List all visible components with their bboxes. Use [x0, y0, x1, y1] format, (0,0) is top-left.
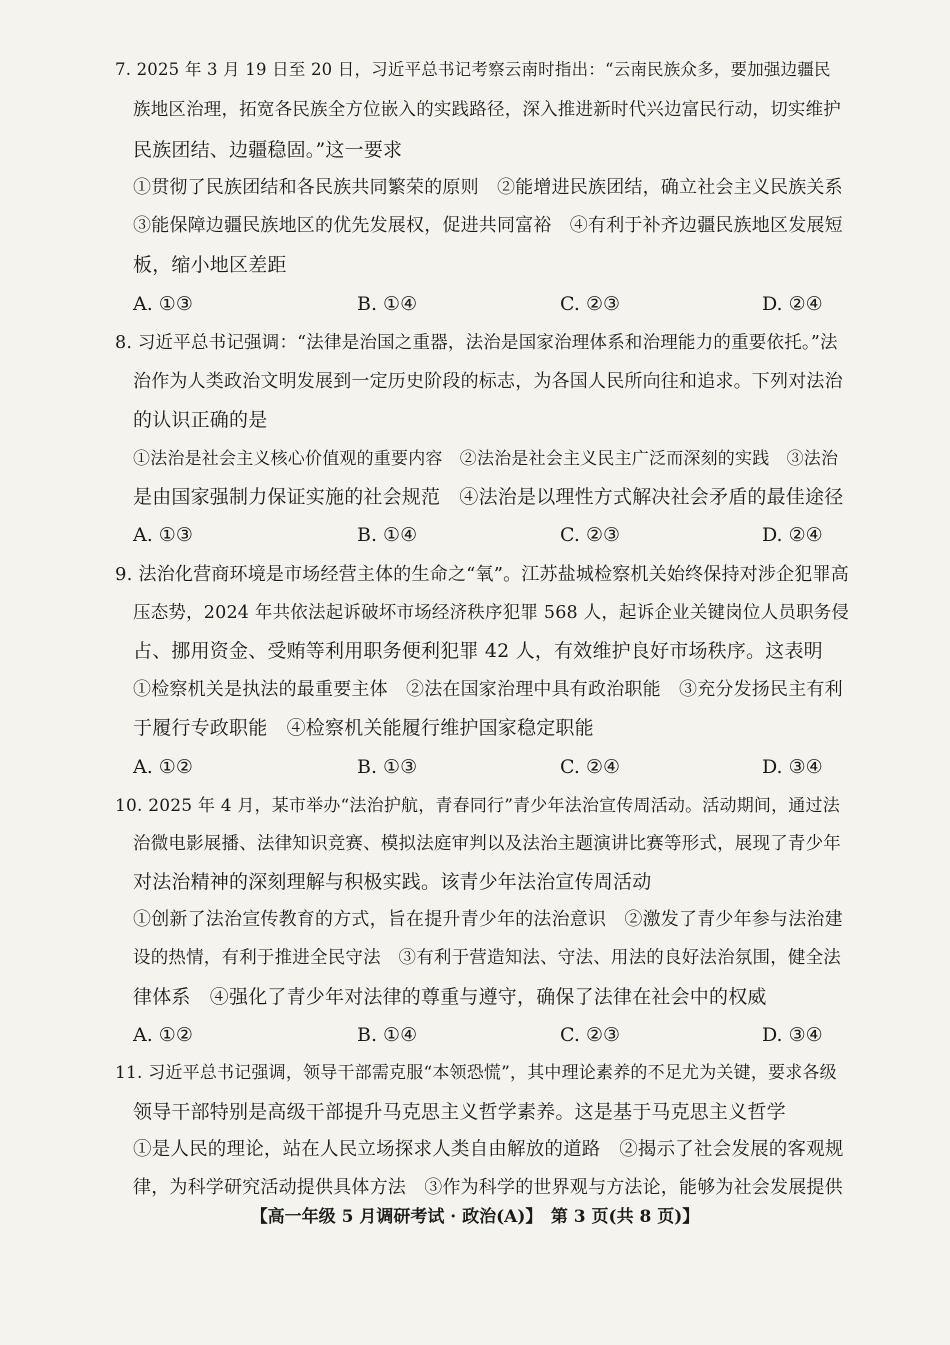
q11-line-1: 11. 习近平总书记强调，领导干部需克服“本领恐慌”，其中理论素养的不足尤为关键，要求各级 — [115, 1063, 837, 1083]
q7-choice-line-2: ③能保障边疆民族地区的优先发展权，促进共同富裕 ④有利于补齐边疆民族地区发展短 — [133, 215, 843, 236]
q9-choice-line-1: ①检察机关是执法的最重要主体 ②法在国家治理中具有政治职能 ③充分发扬民主有利 — [133, 679, 843, 700]
q9-option-c: C. ②④ — [560, 756, 621, 778]
q8-line-3: 的认识正确的是 — [133, 409, 268, 431]
q9-line-1: 9. 法治化营商环境是市场经营主体的生命之“氧”。江苏盐城检察机关始终保持对涉企犯罪高 — [115, 564, 849, 585]
q10-option-a: A. ①② — [133, 1024, 193, 1046]
q8-choice-line-2: 是由国家强制力保证实施的社会规范 ④法治是以理性方式解决社会矛盾的最佳途径 — [133, 486, 844, 508]
q7-choice-line-1: ①贯彻了民族团结和各民族共同繁荣的原则 ②能增进民族团结，确立社会主义民族关系 — [133, 177, 843, 198]
q7-option-d: D. ②④ — [762, 293, 823, 315]
q10-choice-line-1: ①创新了法治宣传教育的方式，旨在提升青少年的法治意识 ②激发了青少年参与法治建 — [133, 909, 843, 930]
q8-choice-line-1: ①法治是社会主义核心价值观的重要内容 ②法治是社会主义民主广泛而深刻的实践 ③法治 — [133, 449, 839, 469]
q8-option-b: B. ①④ — [357, 524, 418, 546]
q9-choice-line-2: 于履行专政职能 ④检察机关能履行维护国家稳定职能 — [133, 717, 594, 739]
q9-line-2: 压态势，2024 年共依法起诉破坏市场经济秩序犯罪 568 人，起诉企业关键岗位人员职务侵 — [133, 603, 850, 623]
q8-option-a: A. ①③ — [133, 524, 193, 546]
q9-line-3: 占、挪用资金、受贿等利用职务便利犯罪 42 人，有效维护良好市场秩序。这表明 — [133, 640, 823, 662]
q10-choice-line-3: 律体系 ④强化了青少年对法律的尊重与遵守，确保了法律在社会中的权威 — [133, 986, 767, 1008]
q7-option-c: C. ②③ — [560, 293, 621, 315]
q7-option-b: B. ①④ — [357, 293, 418, 315]
page-footer: 【高一年级 5 月调研考试 · 政治(A)】 第 3 页(共 8 页)】 — [250, 1207, 700, 1227]
q10-option-d: D. ③④ — [762, 1024, 823, 1046]
q11-line-2: 领导干部特别是高级干部提升马克思主义哲学素养。这是基于马克思主义哲学 — [133, 1101, 786, 1123]
q7-line-2: 族地区治理，拓宽各民族全方位嵌入的实践路径，深入推进新时代兴边富民行动，切实维护 — [133, 100, 841, 120]
q10-option-b: B. ①④ — [357, 1024, 418, 1046]
q8-option-d: D. ②④ — [762, 524, 823, 546]
q8-option-c: C. ②③ — [560, 524, 621, 546]
q9-option-d: D. ③④ — [762, 756, 823, 778]
q7-option-a: A. ①③ — [133, 293, 193, 315]
q11-choice-line-2: 律，为科学研究活动提供具体方法 ③作为科学的世界观与方法论，能够为社会发展提供 — [133, 1177, 843, 1198]
q11-choice-line-1: ①是人民的理论，站在人民立场探求人类自由解放的道路 ②揭示了社会发展的客观规 — [133, 1139, 844, 1160]
q10-option-c: C. ②③ — [560, 1024, 621, 1046]
q8-line-1: 8. 习近平总书记强调：“法律是治国之重器，法治是国家治理体系和治理能力的重要依托。”法 — [115, 333, 838, 353]
q10-line-3: 对法治精神的深刻理解与积极实践。该青少年法治宣传周活动 — [133, 871, 652, 893]
q7-line-3: 民族团结、边疆稳固。”这一要求 — [133, 139, 403, 161]
q9-option-a: A. ①② — [133, 756, 193, 778]
q10-choice-line-2: 设的热情，有利于推进全民守法 ③有利于营造知法、守法、用法的良好法治氛围，健全法 — [133, 948, 841, 968]
q10-line-1: 10. 2025 年 4 月，某市举办“法治护航，青春同行”青少年法治宣传周活动。活动期间，通过法 — [115, 796, 840, 816]
q7-choice-line-3: 板，缩小地区差距 — [133, 254, 287, 276]
q10-line-2: 治微电影展播、法律知识竞赛、模拟法庭审判以及法治主题演讲比赛等形式，展现了青少年 — [133, 834, 841, 854]
q8-line-2: 治作为人类政治文明发展到一定历史阶段的标志，为各国人民所向往和追求。下列对法治 — [133, 371, 843, 392]
q7-line-1: 7. 2025 年 3 月 19 日至 20 日，习近平总书记考察云南时指出：“云南民族众多，要加强边疆民 — [115, 60, 831, 79]
q9-option-b: B. ①③ — [357, 756, 418, 778]
